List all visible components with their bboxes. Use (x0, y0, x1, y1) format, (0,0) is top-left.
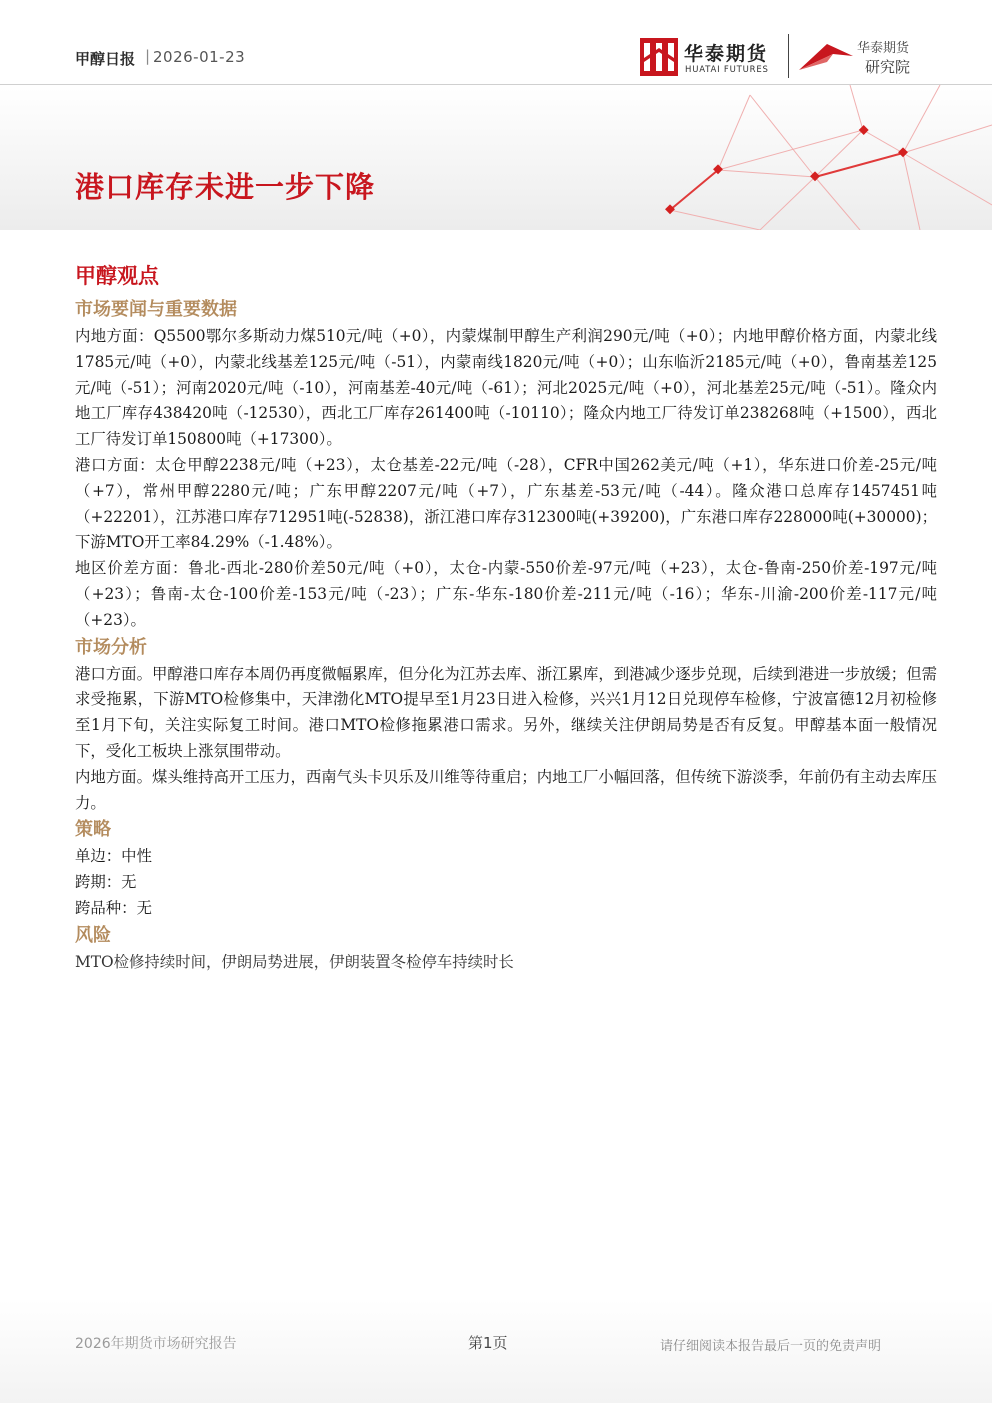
report-content (75, 296, 937, 976)
market-news-heading: 市场要闻与重要数据 (75, 299, 237, 320)
analysis-heading: 市场分析 (75, 636, 147, 658)
analysis-inland: 内地方面。煤头维持高开工压力，西南气头卡贝乐及川维等待重启；内地工厂小幅回落，但传统下游淡季，年前仍有主动去库压力。 (75, 767, 937, 812)
network-decoration (610, 85, 992, 230)
logo-en-text: HUATAI FUTURES (685, 65, 769, 75)
page-number: 第1页 (468, 1334, 508, 1352)
risk-text: MTO检修持续时间，伊朗局势进展，伊朗装置冬检停车持续时长 (75, 952, 514, 971)
doc-date: 2026-01-23 (153, 48, 246, 66)
market-news-spread: 地区价差方面：鲁北-西北-280价差50元/吨（+0），太仓-内蒙-550价差-97元/吨（+23），太仓-鲁南-250价差-197元/吨（+23）；鲁南-太仓-100价差-153元/吨（-23）；广东-华东-180价差-211元/吨（-16）；华东-川渝-200价差-117元/吨（+23）。 (75, 559, 937, 629)
strategy-heading: 策略 (75, 819, 111, 841)
institute-logo (797, 36, 927, 80)
strategy-single: 单边：中性 (75, 847, 152, 866)
market-news-inland: 内地方面：Q5500鄂尔多斯动力煤510元/吨（+0），内蒙煤制甲醇生产利润290元/吨（+0）；内地甲醇价格方面，内蒙北线1785元/吨（+0），内蒙北线基差125元/吨（-51），内蒙南线1820元/吨（+0）；山东临沂2185元/吨（+0），鲁南基差125元/吨（-51）；河南2020元/吨（-10），河南基差-40元/吨（-61）；河北2025元/吨（+0），河北基差25元/吨（-51）。隆众内地工厂库存438420吨（-12530），西北工厂库存261400吨（-10110）；隆众内地工厂待发订单238268吨（+1500），西北工厂待发订单150800吨（+17300）。 (75, 327, 937, 449)
institute-line1: 华泰期货 (857, 41, 910, 56)
footer-disclaimer: 请仔细阅读本报告最后一页的免责声明 (660, 1339, 882, 1354)
logo-divider (788, 34, 789, 78)
doc-separator: | (145, 47, 151, 65)
report-title: 港口库存未进一步下降 (75, 170, 376, 204)
market-news-port: 港口方面：太仓甲醇2238元/吨（+23），太仓基差-22元/吨（-28），CFR中国262美元/吨（+1），华东进口价差-25元/吨（+7），常州甲醇2280元/吨；广东甲醇2207元/吨（+7），广东基差-53元/吨（-44）。隆众港口总库存1457451吨（+22201），江苏港口库存712951吨(-52838)，浙江港口库存312300吨(+39200)，广东港口库存228000吨(+30000)；下游MTO开工率84.29%（-1.48%）。 (75, 455, 937, 552)
strategy-cross: 跨品种：无 (75, 898, 152, 917)
huatai-logo-icon (640, 38, 678, 76)
logo-cn-text: 华泰期货 (684, 43, 769, 65)
risk-heading: 风险 (75, 924, 111, 946)
analysis-port: 港口方面。甲醇港口库存本周仍再度微幅累库，但分化为江苏去库、浙江累库，到港减少逐步兑现，后续到港进一步放缓；但需求受拖累，下游MTO检修集中，天津渤化MTO提早至1月23日进入检修，兴兴1月12日兑现停车检修，宁波富德12月初检修至1月下旬，关注实际复工时间。港口MTO检修拖累港口需求。另外，继续关注伊朗局势是否有反复。甲醇基本面一般情况下，受化工板块上涨氛围带动。 (75, 664, 937, 760)
huatai-futures-logo (640, 38, 780, 80)
section-title: 甲醇观点 (75, 264, 159, 288)
institute-logo-icon (797, 40, 855, 74)
institute-line2: 研究院 (865, 58, 911, 76)
footer-report-name: 2026年期货市场研究报告 (75, 1336, 237, 1352)
strategy-spread: 跨期：无 (75, 873, 137, 892)
doc-type: 甲醇日报 (75, 50, 136, 68)
